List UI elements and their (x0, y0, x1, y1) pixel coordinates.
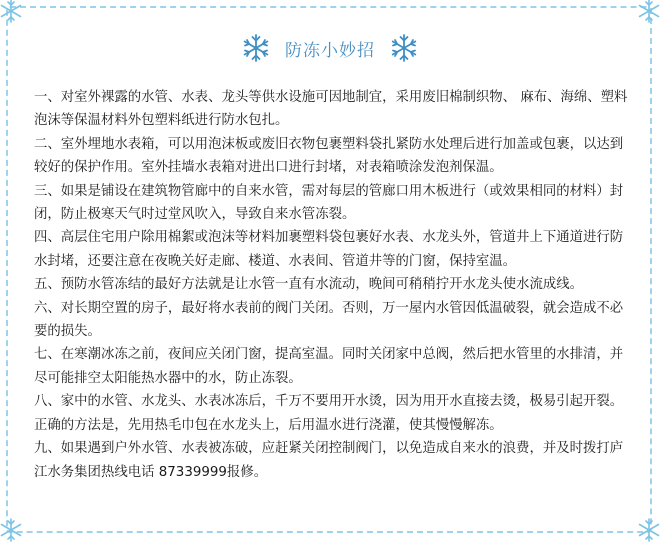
page-title: 防冻小妙招 (285, 40, 375, 61)
tip-item: 一、对室外裸露的水管、水表、龙头等供水设施可因地制宜，采用废旧棉制织物、 麻布、海绵、塑料泡沫等保温材料外包塑料纸进行防水包扎。 (34, 90, 628, 129)
tip-item: 五、预防水管冻结的最好方法就是让水管一直有水流动，晚间可稍稍拧开水龙头使水流成线。 (34, 277, 584, 293)
tip-item: 七、在寒潮冰冻之前，夜间应关闭门窗，提高室温。同时关闭家中总阀，然后把水管里的水排清，并尽可能排空太阳能热水器中的水，防止冻裂。 (34, 347, 624, 386)
tip-item: 四、高层住宅用户除用棉絮或泡沫等材料加裹塑料袋包裹好水表、水龙头外，管道井上下通道进行防水封堵，还要注意在夜晚关好走廊、楼道、水表间、管道井等的门窗，保持室温。 (34, 230, 624, 269)
tip-item: 八、家中的水管、水龙头、水表冰冻后，千万不要用开水烫，因为用开水直接去烫，极易引起开裂。正确的方法是，先用热毛巾包在水龙头上，后用温水进行浇灌，使其慢慢解冻。 (34, 394, 624, 433)
snowflake-icon (0, 517, 24, 543)
snowflake-icon (241, 33, 271, 63)
tip-item: 二、室外埋地水表箱，可以用泡沫板或废旧衣物包裹塑料袋扎紧防水处理后进行加盖或包裹，以达到较好的保护作用。室外挂墙水表箱对进出口进行封堵，对表箱喷涂发泡剂保温。 (34, 136, 624, 176)
snowflake-icon (636, 517, 660, 543)
tips-list (34, 86, 634, 484)
snowflake-icon (389, 33, 419, 63)
title-row (0, 26, 660, 70)
snowflake-icon (636, 0, 660, 24)
tip-item: 六、对长期空置的房子，最好将水表前的阀门关闭。否则，万一屋内水管因低温破裂，就会造成不必要的损失。 (34, 300, 624, 340)
tip-item: 三、如果是铺设在建筑物管廊中的自来水管，需对每层的管廊口用木板进行（或效果相同的材料）封闭，防止极寒天气时过堂风吹入，导致自来水管冻裂。 (34, 183, 624, 223)
tip-item: 九、如果遇到户外水管、水表被冻破，应赶紧关闭控制阀门，以免造成自来水的浪费，并及时拨打庐江水务集团热线电话 87339999报修。 (34, 441, 624, 480)
snowflake-icon (0, 0, 24, 24)
